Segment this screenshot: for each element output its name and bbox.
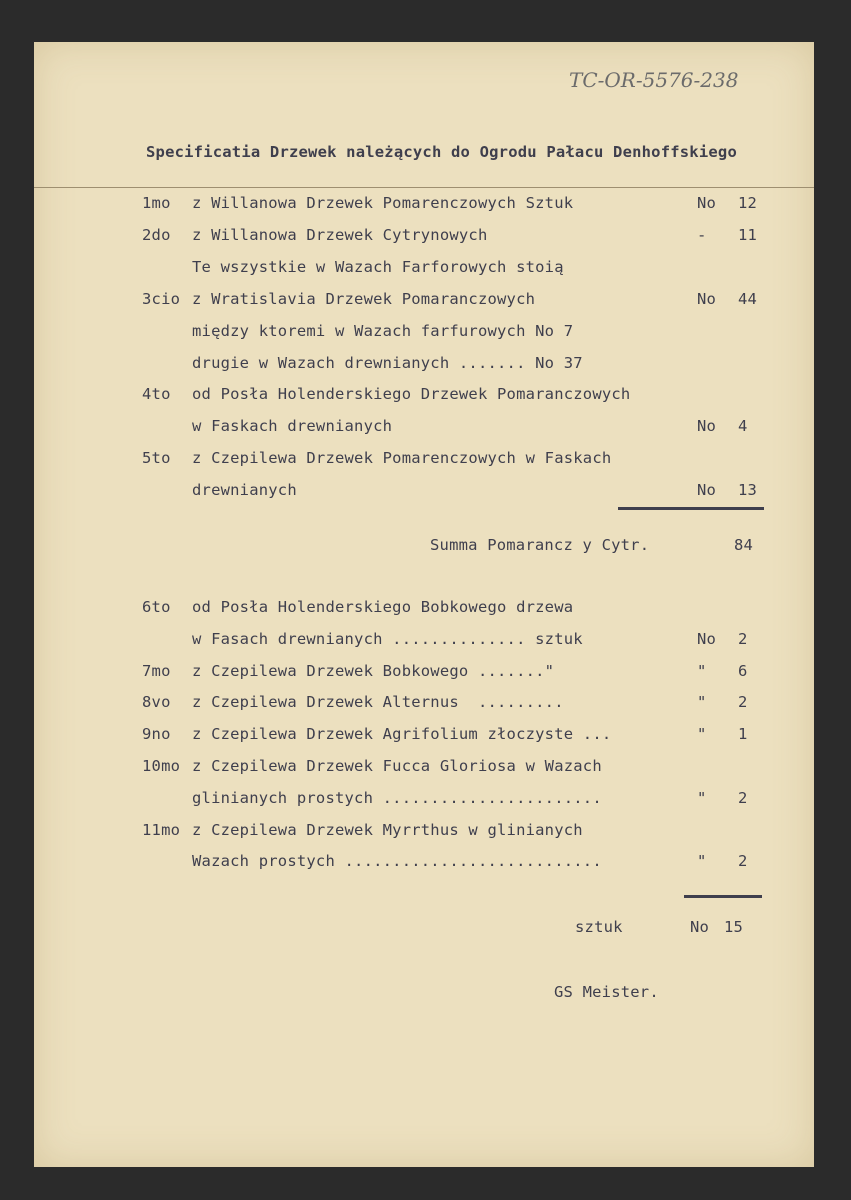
item-text: z Czepilewa Drzewek Fucca Gloriosa w Wazach	[192, 757, 602, 775]
item-text: między ktoremi w Wazach farfurowych No 7	[192, 321, 574, 340]
item-number: 1mo	[142, 194, 171, 212]
item-no: "	[697, 661, 707, 680]
item-number: 9no	[142, 725, 171, 744]
total-value: 15	[724, 918, 744, 936]
item-number: 11mo	[142, 820, 181, 839]
item-text: Te wszystkie w Wazach Farforowych stoią	[192, 257, 564, 276]
item-text: drugie w Wazach drewnianych ....... No 37	[192, 353, 583, 372]
item-text: z Czepilewa Drzewek Agrifolium złoczyste ...	[192, 725, 612, 744]
item-no: No	[697, 417, 717, 436]
item-text: glinianych prostych .......................	[192, 788, 602, 807]
item-quantity: 2	[738, 788, 748, 807]
item-no: "	[697, 725, 707, 744]
item-quantity: 2	[738, 629, 748, 648]
item-quantity: 1	[738, 725, 748, 744]
total-no: No	[690, 918, 710, 936]
item-text: z Willanowa Drzewek Cytrynowych	[192, 225, 488, 244]
item-quantity: 13	[738, 481, 758, 500]
item-no: "	[697, 852, 707, 871]
item-text: z Czepilewa Drzewek Pomarenczowych w Faskach	[192, 449, 612, 468]
item-no: No	[697, 194, 717, 212]
item-number: 3cio	[142, 289, 181, 308]
document-page	[34, 42, 814, 1167]
item-number: 8vo	[142, 693, 171, 712]
sum-rule	[684, 895, 762, 898]
item-quantity: 6	[738, 661, 748, 680]
item-text: od Posła Holenderskiego Drzewek Pomaranczowych	[192, 385, 631, 404]
sum-value: 84	[734, 536, 754, 554]
item-text: od Posła Holenderskiego Bobkowego drzewa	[192, 598, 574, 616]
item-number: 6to	[142, 598, 171, 616]
total-label: sztuk	[575, 918, 623, 936]
signature: GS Meister.	[554, 983, 659, 1001]
sum-rule	[618, 507, 764, 510]
item-quantity: 2	[738, 693, 748, 712]
item-quantity: 11	[738, 225, 758, 244]
item-text: z Czepilewa Drzewek Myrrthus w glinianych	[192, 820, 583, 839]
item-no: -	[697, 225, 707, 244]
item-no: No	[697, 289, 717, 308]
archive-reference: TC-OR-5576-238	[569, 68, 739, 92]
item-text: drewnianych	[192, 481, 297, 500]
document-title: Specificatia Drzewek należących do Ogrodu Pałacu Denhoffskiego	[146, 143, 737, 161]
fold-line	[34, 187, 814, 188]
item-text: z Czepilewa Drzewek Alternus .........	[192, 693, 564, 712]
sum-label: Summa Pomarancz y Cytr.	[430, 536, 650, 554]
item-number: 5to	[142, 449, 171, 468]
item-number: 4to	[142, 385, 171, 404]
item-no: No	[697, 629, 717, 648]
item-no: No	[697, 481, 717, 500]
item-quantity: 4	[738, 417, 748, 436]
item-text: z Willanowa Drzewek Pomarenczowych Sztuk	[192, 194, 574, 212]
item-text: w Fasach drewnianych .............. sztuk	[192, 629, 583, 648]
item-no: "	[697, 693, 707, 712]
item-quantity: 44	[738, 289, 758, 308]
item-number: 7mo	[142, 661, 171, 680]
item-text: w Faskach drewnianych	[192, 417, 393, 436]
item-text: Wazach prostych ...........................	[192, 852, 602, 871]
item-number: 2do	[142, 225, 171, 244]
item-quantity: 2	[738, 852, 748, 871]
item-no: "	[697, 788, 707, 807]
item-number: 10mo	[142, 757, 181, 775]
item-quantity: 12	[738, 194, 758, 212]
item-text: z Wratislavia Drzewek Pomaranczowych	[192, 289, 536, 308]
item-text: z Czepilewa Drzewek Bobkowego ......."	[192, 661, 555, 680]
